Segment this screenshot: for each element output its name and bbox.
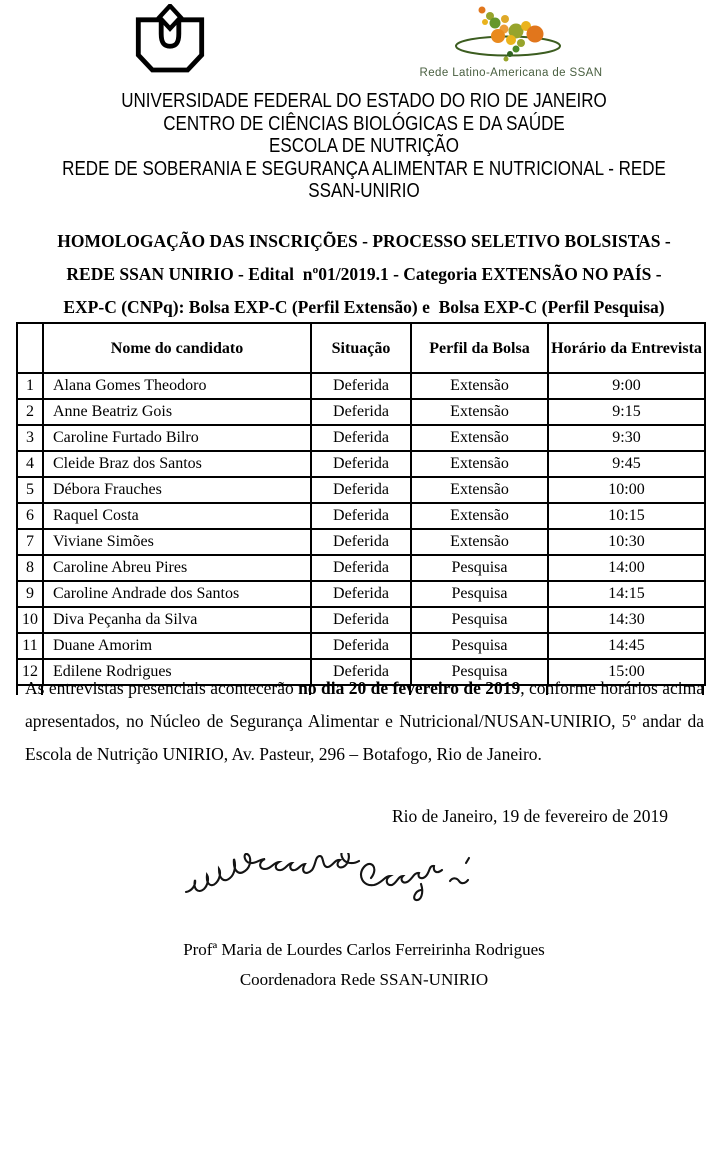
cell-num: 11 (17, 633, 43, 659)
cell-profile: Extensão (411, 503, 548, 529)
table-row (17, 451, 705, 477)
cell-num: 1 (17, 373, 43, 399)
table-row (17, 581, 705, 607)
title-line-3: EXP-C (CNPq): Bolsa EXP-C (Perfil Extensão) e Bolsa EXP-C (Perfil Pesquisa) (63, 297, 665, 317)
table-row (17, 399, 705, 425)
cell-time: 9:30 (548, 425, 705, 451)
cell-profile: Pesquisa (411, 555, 548, 581)
cell-name: Raquel Costa (43, 503, 311, 529)
cell-time: 9:00 (548, 373, 705, 399)
cell-situation: Deferida (311, 581, 411, 607)
table-row (17, 555, 705, 581)
cell-situation: Deferida (311, 503, 411, 529)
cell-situation: Deferida (311, 399, 411, 425)
cell-time: 9:15 (548, 399, 705, 425)
cell-name: Diva Peçanha da Silva (43, 607, 311, 633)
cell-num: 8 (17, 555, 43, 581)
table-row (17, 607, 705, 633)
cell-time: 15:00 (548, 659, 705, 685)
cell-situation: Deferida (311, 529, 411, 555)
org-line-center: CENTRO DE CIÊNCIAS BIOLÓGICAS E DA SAÚDE (163, 112, 565, 135)
table-row (17, 529, 705, 555)
cell-name: Caroline Andrade dos Santos (43, 581, 311, 607)
cell-profile: Pesquisa (411, 633, 548, 659)
cell-situation: Deferida (311, 633, 411, 659)
cell-profile: Extensão (411, 529, 548, 555)
table-row (17, 503, 705, 529)
cell-profile: Extensão (411, 425, 548, 451)
cell-situation: Deferida (311, 555, 411, 581)
cell-num: 3 (17, 425, 43, 451)
cell-profile: Extensão (411, 399, 548, 425)
cell-name: Cleide Braz dos Santos (43, 451, 311, 477)
paragraph-part2: , conforme horários acima apresentados, no Núcleo de Segurança Alimentar e Nutricional/NUSAN-UNIRIO, 5º andar da Escola de Nutrição UNIRIO, Av. Pasteur, 296 – Botafogo, Rio de Janeiro. (25, 678, 704, 764)
body-paragraph (25, 672, 704, 771)
paragraph-bold-date: no dia 20 de fevereiro de 2019 (298, 678, 521, 698)
signer-name: Profª Maria de Lourdes Carlos Ferreirinha Rodrigues (183, 940, 545, 959)
paragraph-part1: As entrevistas presenciais acontecerão (25, 678, 299, 698)
cell-num: 12 (17, 659, 43, 685)
cell-situation: Deferida (311, 373, 411, 399)
cell-time: 9:45 (548, 451, 705, 477)
title-line-2: REDE SSAN UNIRIO - Edital nº01/2019.1 - Categoria EXTENSÃO NO PAÍS - (66, 264, 662, 284)
document-title (0, 225, 728, 324)
cell-num: 6 (17, 503, 43, 529)
cell-name: Alana Gomes Theodoro (43, 373, 311, 399)
cell-profile: Pesquisa (411, 659, 548, 685)
cell-time: 14:00 (548, 555, 705, 581)
unirio-logo-icon (126, 4, 214, 92)
cell-num: 4 (17, 451, 43, 477)
cell-name: Viviane Simões (43, 529, 311, 555)
table-row (17, 425, 705, 451)
org-line-school: ESCOLA DE NUTRIÇÃO (269, 135, 459, 157)
header-name: Nome do candidato (43, 323, 311, 373)
org-header (55, 90, 674, 203)
title-line-1: HOMOLOGAÇÃO DAS INSCRIÇÕES - PROCESSO SELETIVO BOLSISTAS - (57, 231, 671, 251)
ssan-logo-caption: Rede Latino-Americana de SSAN (419, 67, 603, 79)
cell-num: 9 (17, 581, 43, 607)
cell-name: Anne Beatriz Gois (43, 399, 311, 425)
cell-name: Caroline Furtado Bilro (43, 425, 311, 451)
cell-situation: Deferida (311, 477, 411, 503)
cell-time: 14:15 (548, 581, 705, 607)
cell-num: 10 (17, 607, 43, 633)
cell-profile: Pesquisa (411, 581, 548, 607)
header-profile: Perfil da Bolsa (411, 323, 548, 373)
cell-num: 2 (17, 399, 43, 425)
cell-situation: Deferida (311, 659, 411, 685)
cell-num: 7 (17, 529, 43, 555)
org-line-network: REDE DE SOBERANIA E SEGURANÇA ALIMENTAR E NUTRICIONAL - REDE SSAN-UNIRIO (62, 157, 666, 202)
table-row (17, 477, 705, 503)
cell-situation: Deferida (311, 425, 411, 451)
table-row (17, 633, 705, 659)
table-header-row (17, 323, 705, 373)
cell-num: 5 (17, 477, 43, 503)
ssan-network-logo (416, 6, 606, 79)
cell-profile: Extensão (411, 477, 548, 503)
cell-name: Edilene Rodrigues (43, 659, 311, 685)
cell-profile: Pesquisa (411, 607, 548, 633)
table-wrapper (16, 322, 704, 696)
cell-name: Duane Amorim (43, 633, 311, 659)
signer-role: Coordenadora Rede SSAN-UNIRIO (239, 970, 489, 989)
header-situation: Situação (311, 323, 411, 373)
header-number (17, 323, 43, 373)
ssan-logo-icon (416, 6, 606, 62)
cell-profile: Extensão (411, 373, 548, 399)
cell-situation: Deferida (311, 451, 411, 477)
date-line: Rio de Janeiro, 19 de fevereiro de 2019 (391, 806, 668, 826)
org-line-university: UNIVERSIDADE FEDERAL DO ESTADO DO RIO DE JANEIRO (121, 90, 607, 112)
table-body (17, 373, 705, 685)
cell-name: Débora Frauches (43, 477, 311, 503)
cell-time: 14:30 (548, 607, 705, 633)
cell-time: 10:30 (548, 529, 705, 555)
signature-image (178, 853, 480, 917)
candidates-table (16, 322, 706, 686)
cell-time: 10:00 (548, 477, 705, 503)
cell-time: 10:15 (548, 503, 705, 529)
cell-time: 14:45 (548, 633, 705, 659)
header-time: Horário da Entrevista (548, 323, 705, 373)
cell-profile: Extensão (411, 451, 548, 477)
cell-situation: Deferida (311, 607, 411, 633)
cell-name: Caroline Abreu Pires (43, 555, 311, 581)
table-row (17, 373, 705, 399)
